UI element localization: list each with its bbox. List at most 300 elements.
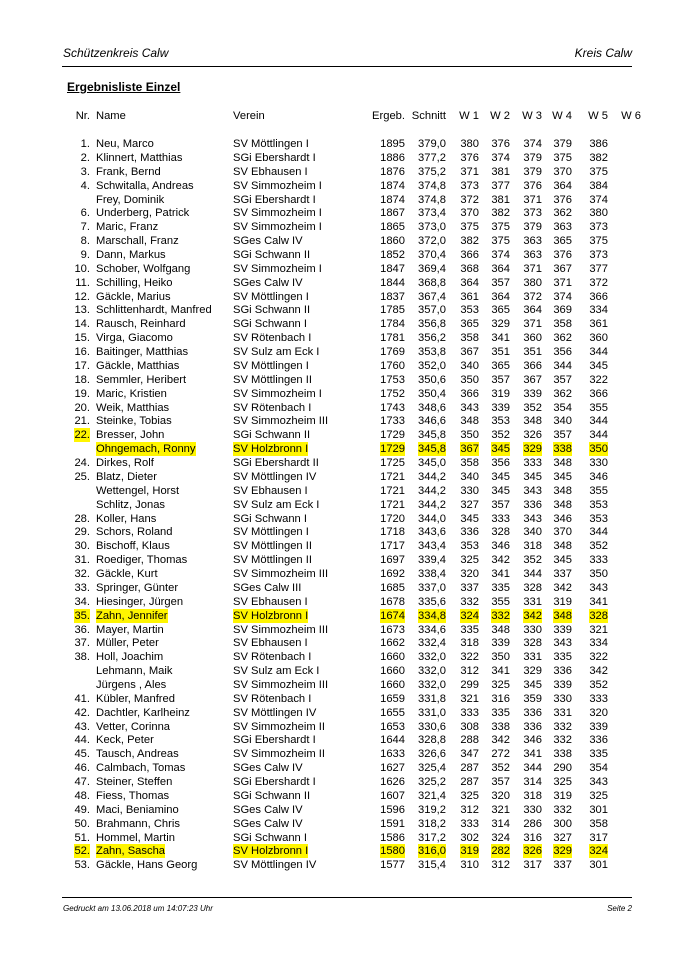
round-3-cell: 336 — [523, 720, 542, 733]
average-cell: 325,4 — [418, 762, 446, 775]
round-3-cell: 331 — [523, 595, 542, 608]
rank-cell: 15. — [74, 332, 90, 345]
round-3-cell: 329 — [523, 665, 542, 678]
round-1-cell: 335 — [460, 623, 479, 636]
name-cell: Schlitz, Jonas — [96, 498, 166, 511]
round-1-cell: 382 — [460, 235, 479, 248]
round-3-cell: 346 — [523, 734, 542, 747]
round-2-cell: 325 — [491, 678, 510, 691]
total-cell: 1596 — [380, 803, 405, 816]
round-4-cell: 345 — [553, 554, 572, 567]
rank-cell: 3. — [80, 165, 90, 178]
round-1-cell: 358 — [460, 332, 479, 345]
round-1-cell: 312 — [460, 803, 479, 816]
total-cell: 1720 — [380, 512, 405, 525]
round-5-cell: 322 — [589, 651, 608, 664]
total-cell: 1760 — [380, 359, 405, 372]
round-1-cell: 350 — [460, 429, 479, 442]
round-3-cell: 314 — [523, 776, 542, 788]
club-cell: SGi Schwann I — [233, 318, 307, 331]
round-5-cell: 335 — [589, 748, 608, 761]
average-cell: 352,0 — [418, 359, 446, 372]
round-3-cell: 359 — [523, 692, 542, 705]
round-3-cell: 336 — [523, 706, 542, 719]
average-cell: 321,4 — [418, 789, 446, 802]
club-cell: SGi Schwann II — [233, 429, 311, 442]
round-4-cell: 338 — [553, 443, 572, 456]
round-4-cell: 348 — [553, 609, 572, 622]
round-1-cell: 361 — [460, 290, 479, 303]
table-row — [0, 706, 682, 720]
average-cell: 370,4 — [418, 249, 446, 261]
name-cell: Steinke, Tobias — [96, 415, 172, 428]
table-row — [0, 650, 682, 664]
round-2-cell: 316 — [491, 692, 510, 705]
name-cell: Dachtler, Karlheinz — [96, 706, 190, 719]
round-5-cell: 341 — [589, 595, 608, 608]
column-header-w1: W 1 — [459, 110, 479, 122]
name-cell: Steiner, Steffen — [96, 776, 173, 788]
total-cell: 1627 — [380, 762, 405, 775]
round-5-cell: 344 — [589, 429, 608, 442]
round-4-cell: 332 — [553, 720, 572, 733]
round-1-cell: 366 — [460, 387, 479, 400]
club-cell: SV Möttlingen I — [233, 359, 309, 372]
round-5-cell: 301 — [589, 803, 608, 816]
round-4-cell: 362 — [553, 387, 572, 400]
rank-cell: 19. — [74, 387, 90, 400]
name-cell: Dirkes, Rolf — [96, 457, 154, 469]
club-cell: SV Möttlingen II — [233, 554, 312, 567]
table-row — [0, 290, 682, 304]
table-row — [0, 234, 682, 248]
total-cell: 1721 — [380, 484, 405, 497]
round-3-cell: 366 — [523, 359, 542, 372]
name-cell: Wettengel, Horst — [96, 484, 180, 497]
rank-cell: 24. — [74, 457, 90, 469]
round-2-cell: 320 — [491, 789, 510, 802]
round-3-cell: 329 — [523, 443, 542, 456]
average-cell: 367,4 — [418, 290, 446, 303]
table-row — [0, 179, 682, 193]
round-4-cell: 340 — [553, 415, 572, 428]
round-3-cell: 380 — [523, 276, 542, 289]
round-3-cell: 372 — [523, 290, 542, 303]
round-2-cell: 353 — [491, 415, 510, 428]
round-5-cell: 373 — [589, 221, 608, 234]
rank-cell: 34. — [74, 595, 90, 608]
round-5-cell: 343 — [589, 581, 608, 594]
table-row — [0, 401, 682, 415]
club-cell: SV Möttlingen IV — [233, 706, 317, 719]
table-row — [0, 151, 682, 165]
average-cell: 316,0 — [418, 845, 446, 858]
name-cell: Schlittenhardt, Manfred — [96, 304, 212, 317]
round-4-cell: 319 — [553, 595, 572, 608]
total-cell: 1692 — [380, 568, 405, 580]
total-cell: 1865 — [380, 221, 405, 234]
name-cell: Holl, Joachim — [96, 651, 164, 664]
round-2-cell: 357 — [491, 776, 510, 788]
table-row — [0, 206, 682, 220]
rank-cell: 13. — [74, 304, 90, 317]
round-5-cell: 350 — [589, 568, 608, 580]
table-row — [0, 831, 682, 845]
name-cell: Gäckle, Matthias — [96, 359, 180, 372]
round-2-cell: 377 — [491, 179, 510, 192]
total-cell: 1685 — [380, 581, 405, 594]
round-1-cell: 364 — [460, 276, 479, 289]
round-2-cell: 357 — [491, 498, 510, 511]
average-cell: 331,0 — [418, 706, 446, 719]
round-1-cell: 319 — [460, 845, 479, 858]
round-1-cell: 347 — [460, 748, 479, 761]
name-cell: Marschall, Franz — [96, 235, 179, 248]
table-row — [0, 470, 682, 484]
average-cell: 344,2 — [418, 498, 446, 511]
club-cell: SV Möttlingen I — [233, 138, 309, 150]
rank-cell: 50. — [74, 817, 90, 830]
round-2-cell: 352 — [491, 429, 510, 442]
round-4-cell: 357 — [553, 373, 572, 386]
name-cell: Fiess, Thomas — [96, 789, 170, 802]
round-3-cell: 367 — [523, 373, 542, 386]
club-cell: SGes Calw IV — [233, 276, 303, 289]
round-3-cell: 363 — [523, 235, 542, 248]
total-cell: 1673 — [380, 623, 405, 636]
rank-cell: 18. — [74, 373, 90, 386]
club-cell: SGes Calw IV — [233, 762, 303, 775]
round-3-cell: 344 — [523, 568, 542, 580]
round-2-cell: 338 — [491, 720, 510, 733]
round-5-cell: 321 — [589, 623, 608, 636]
round-4-cell: 327 — [553, 831, 572, 844]
club-cell: SGi Schwann II — [233, 249, 311, 261]
round-2-cell: 272 — [491, 748, 510, 761]
round-3-cell: 343 — [523, 484, 542, 497]
table-row — [0, 720, 682, 734]
round-5-cell: 361 — [589, 318, 608, 331]
average-cell: 332,0 — [418, 678, 446, 691]
club-cell: SV Simmozheim II — [233, 748, 326, 761]
name-cell: Frey, Dominik — [96, 193, 165, 206]
table-row — [0, 165, 682, 179]
round-1-cell: 343 — [460, 401, 479, 414]
round-2-cell: 346 — [491, 540, 510, 553]
rank-cell: 45. — [74, 748, 90, 761]
round-4-cell: 376 — [553, 193, 572, 206]
table-row — [0, 664, 682, 678]
round-5-cell: 384 — [589, 179, 608, 192]
round-2-cell: 319 — [491, 387, 510, 400]
name-cell: Roediger, Thomas — [96, 554, 188, 567]
round-1-cell: 332 — [460, 595, 479, 608]
round-4-cell: 332 — [553, 803, 572, 816]
rank-cell: 49. — [74, 803, 90, 816]
round-5-cell: 355 — [589, 401, 608, 414]
club-cell: SGi Ebershardt II — [233, 457, 319, 469]
round-1-cell: 336 — [460, 526, 479, 539]
total-cell: 1678 — [380, 595, 405, 608]
total-cell: 1697 — [380, 554, 405, 567]
average-cell: 346,6 — [418, 415, 446, 428]
round-5-cell: 353 — [589, 498, 608, 511]
table-row — [0, 359, 682, 373]
header-divider — [62, 66, 632, 67]
club-cell: SV Rötenbach I — [233, 692, 312, 705]
rank-cell: 6. — [80, 207, 90, 220]
round-3-cell: 348 — [523, 415, 542, 428]
round-2-cell: 345 — [491, 443, 510, 456]
round-2-cell: 365 — [491, 359, 510, 372]
club-cell: SV Möttlingen I — [233, 526, 309, 539]
rank-cell: 4. — [80, 179, 90, 192]
table-row — [0, 484, 682, 498]
name-cell: Frank, Bernd — [96, 165, 161, 178]
rank-cell: 2. — [80, 151, 90, 164]
name-cell: Rausch, Reinhard — [96, 318, 186, 331]
total-cell: 1580 — [380, 845, 405, 858]
name-cell: Brahmann, Chris — [96, 817, 180, 830]
round-3-cell: 333 — [523, 457, 542, 469]
rank-cell: 30. — [74, 540, 90, 553]
round-2-cell: 348 — [491, 623, 510, 636]
name-cell: Zahn, Jennifer — [96, 609, 168, 622]
round-5-cell: 333 — [589, 554, 608, 567]
round-3-cell: 379 — [523, 221, 542, 234]
round-1-cell: 324 — [460, 609, 479, 622]
round-2-cell: 342 — [491, 734, 510, 747]
round-1-cell: 358 — [460, 457, 479, 469]
round-2-cell: 345 — [491, 484, 510, 497]
club-cell: SGi Schwann I — [233, 512, 307, 525]
name-cell: Klinnert, Matthias — [96, 151, 183, 164]
round-2-cell: 356 — [491, 457, 510, 469]
round-1-cell: 375 — [460, 221, 479, 234]
club-cell: SV Simmozheim III — [233, 415, 329, 428]
column-header-w5: W 5 — [588, 110, 608, 122]
club-cell: SV Möttlingen IV — [233, 859, 317, 872]
table-row — [0, 581, 682, 595]
table-row — [0, 262, 682, 276]
round-1-cell: 350 — [460, 373, 479, 386]
rank-cell: 44. — [74, 734, 90, 747]
average-cell: 334,8 — [418, 609, 446, 622]
club-cell: SV Holzbronn I — [233, 845, 309, 858]
round-2-cell: 375 — [491, 235, 510, 248]
round-3-cell: 379 — [523, 151, 542, 164]
rank-cell: 31. — [74, 554, 90, 567]
round-5-cell: 345 — [589, 359, 608, 372]
name-cell: Schors, Roland — [96, 526, 173, 539]
average-cell: 344,2 — [418, 470, 446, 483]
total-cell: 1653 — [380, 720, 405, 733]
round-4-cell: 348 — [553, 457, 572, 469]
footer-page-number: Seite 2 — [607, 904, 632, 913]
rank-cell: 8. — [80, 235, 90, 248]
rank-cell: 17. — [74, 359, 90, 372]
club-cell: SV Simmozheim I — [233, 221, 322, 234]
rank-cell: 21. — [74, 415, 90, 428]
round-3-cell: 316 — [523, 831, 542, 844]
round-5-cell: 352 — [589, 678, 608, 691]
table-row — [0, 817, 682, 831]
club-cell: SV Sulz am Eck I — [233, 665, 320, 678]
club-cell: SV Simmozheim I — [233, 262, 322, 275]
round-1-cell: 320 — [460, 568, 479, 580]
average-cell: 345,0 — [418, 457, 446, 469]
total-cell: 1895 — [380, 138, 405, 150]
name-cell: Mayer, Martin — [96, 623, 164, 636]
total-cell: 1644 — [380, 734, 405, 747]
round-5-cell: 352 — [589, 540, 608, 553]
total-cell: 1660 — [380, 678, 405, 691]
round-1-cell: 348 — [460, 415, 479, 428]
round-5-cell: 328 — [589, 609, 608, 622]
name-cell: Underberg, Patrick — [96, 207, 190, 220]
average-cell: 344,2 — [418, 484, 446, 497]
table-row — [0, 692, 682, 706]
round-5-cell: 358 — [589, 817, 608, 830]
total-cell: 1876 — [380, 165, 405, 178]
table-row — [0, 553, 682, 567]
round-2-cell: 357 — [491, 276, 510, 289]
round-3-cell: 364 — [523, 304, 542, 317]
club-cell: SV Rötenbach I — [233, 401, 312, 414]
round-3-cell: 344 — [523, 762, 542, 775]
round-2-cell: 355 — [491, 595, 510, 608]
round-5-cell: 346 — [589, 470, 608, 483]
round-5-cell: 342 — [589, 665, 608, 678]
total-cell: 1785 — [380, 304, 405, 317]
table-row — [0, 498, 682, 512]
round-4-cell: 337 — [553, 568, 572, 580]
total-cell: 1847 — [380, 262, 405, 275]
round-1-cell: 288 — [460, 734, 479, 747]
column-header-w3: W 3 — [522, 110, 542, 122]
table-row — [0, 387, 682, 401]
round-4-cell: 376 — [553, 249, 572, 261]
club-cell: SGi Ebershardt I — [233, 193, 316, 206]
table-row — [0, 747, 682, 761]
name-cell: Gäckle, Kurt — [96, 568, 158, 580]
club-cell: SV Simmozheim III — [233, 623, 329, 636]
round-4-cell: 348 — [553, 498, 572, 511]
total-cell: 1607 — [380, 789, 405, 802]
round-4-cell: 290 — [553, 762, 572, 775]
total-cell: 1662 — [380, 637, 405, 650]
name-cell: Koller, Hans — [96, 512, 157, 525]
round-4-cell: 345 — [553, 470, 572, 483]
column-header-schnitt: Schnitt — [411, 110, 446, 122]
round-5-cell: 373 — [589, 249, 608, 261]
rank-cell: 51. — [74, 831, 90, 844]
round-2-cell: 333 — [491, 512, 510, 525]
round-2-cell: 341 — [491, 665, 510, 678]
round-5-cell: 350 — [589, 443, 608, 456]
total-cell: 1577 — [380, 859, 405, 872]
table-row — [0, 844, 682, 858]
table-row — [0, 858, 682, 872]
round-5-cell: 336 — [589, 734, 608, 747]
club-cell: SGes Calw IV — [233, 235, 303, 248]
round-4-cell: 374 — [553, 290, 572, 303]
rank-cell: 38. — [74, 651, 90, 664]
table-row — [0, 331, 682, 345]
rank-cell: 37. — [74, 637, 90, 650]
round-5-cell: 380 — [589, 207, 608, 220]
total-cell: 1886 — [380, 151, 405, 164]
average-cell: 335,6 — [418, 595, 446, 608]
round-4-cell: 369 — [553, 304, 572, 317]
round-1-cell: 302 — [460, 831, 479, 844]
club-cell: SGi Ebershardt I — [233, 151, 316, 164]
round-3-cell: 360 — [523, 332, 542, 345]
name-cell: Springer, Günter — [96, 581, 179, 594]
round-4-cell: 339 — [553, 678, 572, 691]
column-header-w6: W 6 — [621, 110, 641, 122]
club-cell: SGes Calw IV — [233, 817, 303, 830]
round-2-cell: 339 — [491, 637, 510, 650]
round-5-cell: 344 — [589, 526, 608, 539]
average-cell: 356,8 — [418, 318, 446, 331]
average-cell: 373,4 — [418, 207, 446, 220]
rank-cell: 25. — [74, 470, 90, 483]
round-4-cell: 329 — [553, 845, 572, 858]
round-4-cell: 362 — [553, 332, 572, 345]
table-row — [0, 220, 682, 234]
rank-cell: 1. — [80, 138, 90, 150]
round-5-cell: 344 — [589, 346, 608, 358]
total-cell: 1655 — [380, 706, 405, 719]
table-row — [0, 733, 682, 747]
table-row — [0, 345, 682, 359]
round-4-cell: 344 — [553, 359, 572, 372]
total-cell: 1860 — [380, 235, 405, 248]
club-cell: SGi Schwann II — [233, 789, 311, 802]
round-2-cell: 324 — [491, 831, 510, 844]
club-cell: SV Simmozheim II — [233, 720, 326, 733]
club-cell: SV Sulz am Eck I — [233, 498, 320, 511]
name-cell: Schwitalla, Andreas — [96, 179, 194, 192]
round-4-cell: 348 — [553, 540, 572, 553]
club-cell: SV Rötenbach I — [233, 332, 312, 345]
average-cell: 374,8 — [418, 179, 446, 192]
table-row — [0, 512, 682, 526]
round-3-cell: 363 — [523, 249, 542, 261]
round-1-cell: 376 — [460, 151, 479, 164]
rank-cell: 42. — [74, 706, 90, 719]
name-cell: Semmler, Heribert — [96, 373, 187, 386]
total-cell: 1718 — [380, 526, 405, 539]
rank-cell: 28. — [74, 512, 90, 525]
average-cell: 328,8 — [418, 734, 446, 747]
club-cell: SV Möttlingen IV — [233, 470, 317, 483]
rank-cell: 29. — [74, 526, 90, 539]
round-5-cell: 375 — [589, 235, 608, 248]
round-4-cell: 336 — [553, 665, 572, 678]
round-3-cell: 342 — [523, 609, 542, 622]
name-cell: Kübler, Manfred — [96, 692, 175, 705]
round-1-cell: 299 — [460, 678, 479, 691]
name-cell: Maci, Beniamino — [96, 803, 179, 816]
name-cell: Calmbach, Tomas — [96, 762, 186, 775]
club-cell: SGi Schwann I — [233, 831, 307, 844]
round-4-cell: 300 — [553, 817, 572, 830]
round-1-cell: 368 — [460, 262, 479, 275]
round-3-cell: 318 — [523, 789, 542, 802]
name-cell: Schober, Wolfgang — [96, 262, 191, 275]
